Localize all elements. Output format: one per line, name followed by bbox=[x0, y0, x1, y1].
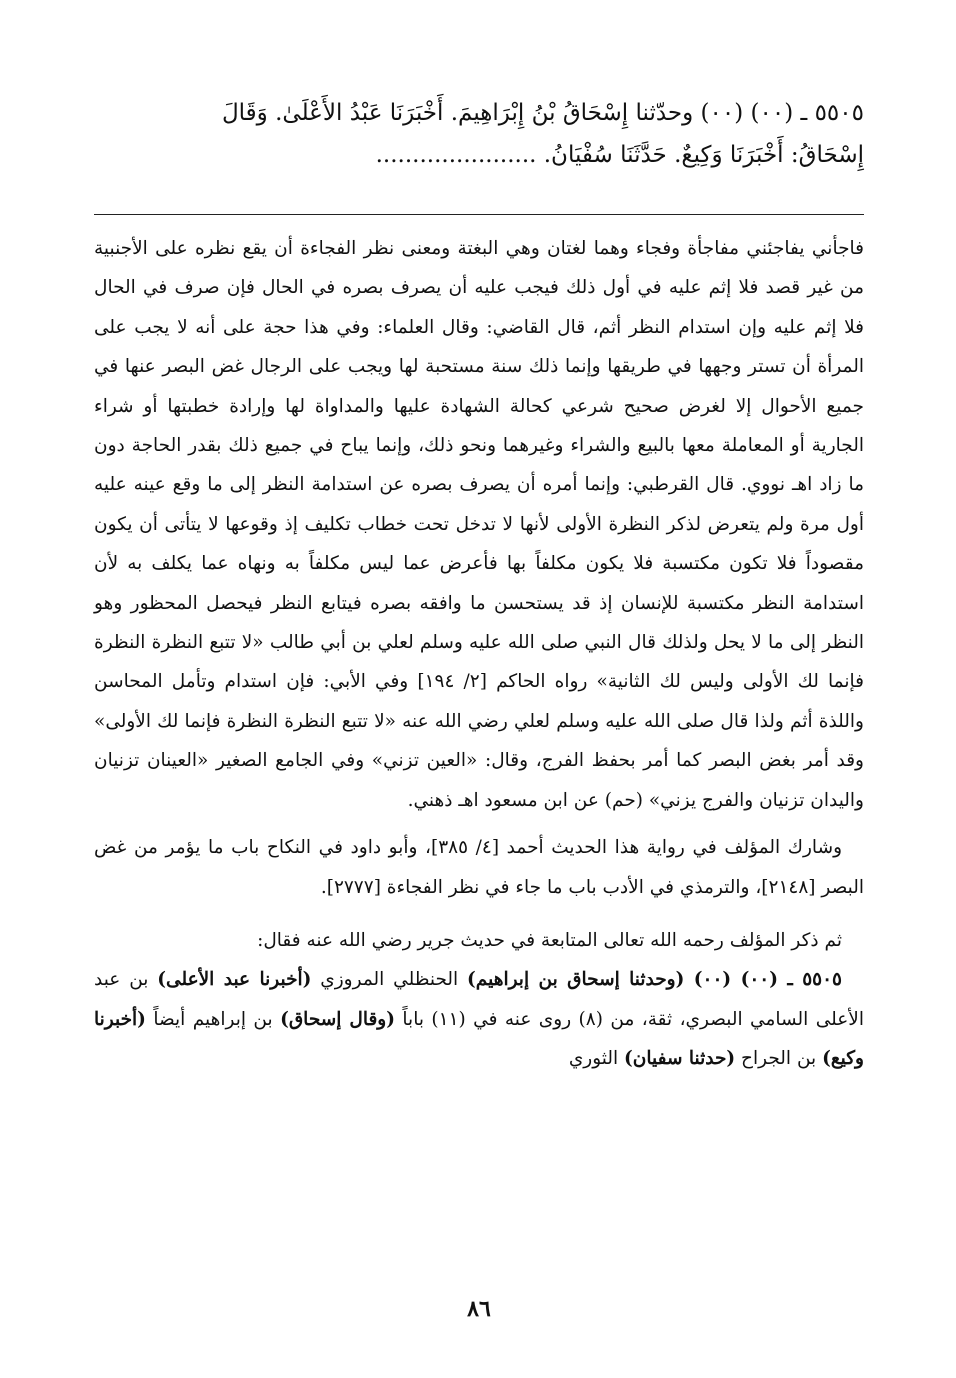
isnad-bold-5: (حدثنا سفيان) bbox=[624, 1048, 736, 1070]
isnad-text-2: بن عبد الأعلى السامي البصري، ثقة، من (٨) روى عنه في (١١) باباً bbox=[94, 969, 864, 1030]
footnote-divider bbox=[94, 214, 864, 215]
isnad-bold-3: (وقال إسحاق) bbox=[280, 1008, 395, 1030]
isnad-text-4: بن الجراح bbox=[735, 1048, 823, 1070]
commentary-paragraph-1: فاجأني يفاجئني مفاجأة وفجاء وهما لغتان وهي البغتة ومعنى نظر الفجاءة أن يقع نظره على الأجنبية من غير قصد فلا إثم عليه في أول ذلك فيجب عليه أن يصرف بصره في الحال فإن صرف في الحال فلا إثم عليه وإن استدام النظر أثم، قال القاضي: وقال العلماء: وفي هذا حجة على أنه لا يجب على المرأة أن تستر وجهها في طريقها وإنما ذلك سنة مستحبة لها ويجب على الرجال غض البصر عنها في جميع الأحوال إلا لغرض صحيح شرعي كحالة الشهادة عليها والمداواة لها وإرادة خطبتها أو شراء الجارية أو المعاملة معها بالبيع والشراء وغيرهما ونحو ذلك، وإنما يباح في جميع ذلك بقدر الحاجة دون ما زاد اهـ نووي. قال القرطبي: وإنما أمره أن يصرف بصره عن استدامة النظر إلى ما وقع عينه عليه أول مرة ولم يتعرض لذكر النظرة الأولى لأنها لا تدخل تحت خطاب تكليف إذ وقوعها لا يتأتى أن يكون مقصوداً فلا تكون مكتسبة فلا يكون مكلفاً بها فأعرض عما ليس مكلفاً به ونهاه عما يكلف به لأن استدامة النظر مكتسبة للإنسان إذ قد يستحسن ما وافقه بصره فيتابع النظر فيحصل المحظور وهو النظر إلى ما لا يحل ولذلك قال النبي صلى الله عليه وسلم لعلي بن أبي طالب «لا تتبع النظرة النظرة فإنما لك الأولى وليس لك الثانية» رواه الحاكم [٢/ ١٩٤] وفي الأبي: فإن استدام وتأمل المحاسن واللذة أثم ولذا قال صلى الله عليه وسلم لعلي رضي الله عنه «لا تتبع النظرة النظرة فإنما لك الأولى» وقد أمر بغض البصر كما أمر بحفظ الفرج، وقال: «العين تزني» وفي الجامع الصغير «العينان تزنيان واليدان تزنيان والفرج يزني» (حم) عن ابن مسعود اهـ ذهني. bbox=[94, 238, 864, 811]
isnad-text-5: الثوري bbox=[568, 1048, 625, 1070]
commentary-paragraph-2: وشارك المؤلف في رواية هذا الحديث أحمد [٤/ ٣٨٥]، وأبو داود في النكاح باب ما يؤمر من غض البصر [٢١٤٨]، والترمذي في الأدب باب ما جاء في نظر الفجاءة [٢٧٧٧]. bbox=[94, 837, 864, 898]
hadith-line-1: ٥٥٠٥ ـ (٠٠) (٠٠) وحدّثنا إِسْحَاقُ بْنُ إِبْرَاهِيمَ. أَخْبَرَنَا عَبْدُ الأَعْلَىٰ. وَقَالَ bbox=[221, 100, 864, 126]
isnad-bold-2: (أخبرنا عبد الأعلى) bbox=[157, 969, 312, 991]
isnad-bold-1: ٥٥٠٥ ـ (٠٠) (٠٠) (وحدثنا إسحاق بن إبراهيم) bbox=[467, 969, 842, 991]
hadith-matn bbox=[94, 92, 864, 176]
commentary-paragraph-4 bbox=[94, 960, 864, 1078]
commentary-section bbox=[94, 229, 864, 1079]
book-page bbox=[94, 92, 864, 1352]
hadith-elision-dots: ...................... bbox=[375, 142, 537, 168]
hadith-line-2: إِسْحَاقُ: أَخْبَرَنَا وَكِيعٌ. حَدَّثَنَا سُفْيَانُ. bbox=[543, 142, 864, 168]
isnad-text-1: الحنظلي المروزي bbox=[311, 969, 468, 991]
isnad-bold-4: (أخبرنا وكيع) bbox=[94, 1008, 864, 1070]
isnad-text-3: بن إبراهيم أيضاً bbox=[145, 1008, 281, 1030]
commentary-paragraph-3: ثم ذكر المؤلف رحمه الله تعالى المتابعة في حديث جرير رضي الله عنه فقال: bbox=[257, 929, 842, 951]
page-number: ٨٦ bbox=[467, 1296, 491, 1322]
